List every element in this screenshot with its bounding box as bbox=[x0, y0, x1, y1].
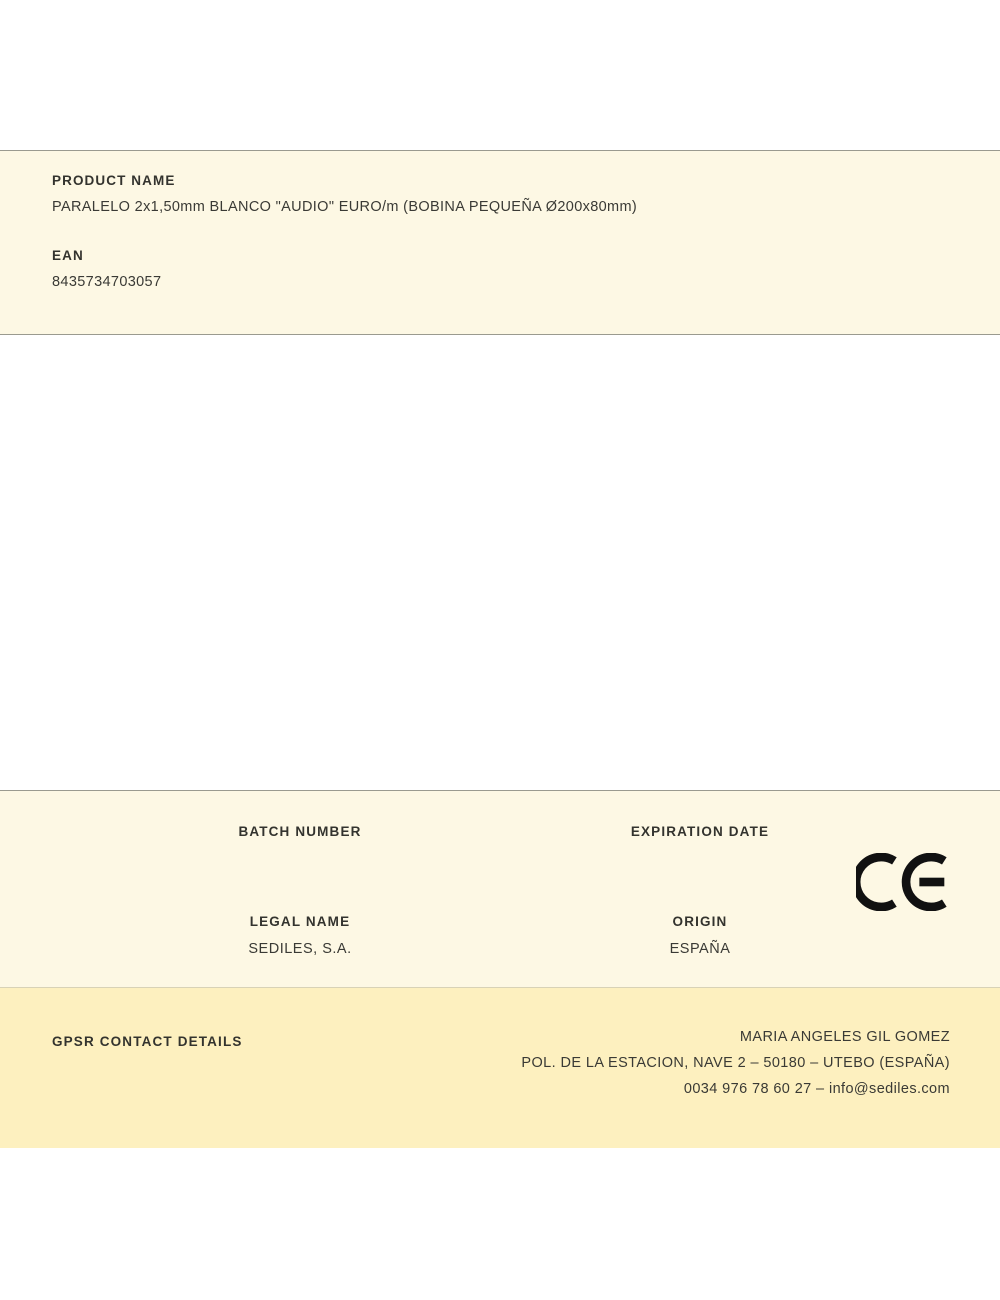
legal-name-label: LEGAL NAME bbox=[249, 914, 351, 929]
origin-label: ORIGIN bbox=[672, 914, 728, 929]
product-name-field bbox=[52, 173, 948, 215]
product-name-label: PRODUCT NAME bbox=[52, 173, 176, 188]
gpsr-contact-person: MARIA ANGELES GIL GOMEZ bbox=[739, 1029, 950, 1045]
legal-name-value: SEDILES, S.A. bbox=[248, 941, 352, 957]
product-name-value: PARALELO 2x1,50mm BLANCO "AUDIO" EURO/m (BOBINA PEQUEÑA Ø200x80mm) bbox=[52, 199, 638, 215]
origin-value: ESPAÑA bbox=[669, 941, 731, 957]
blank-content-area bbox=[0, 335, 1000, 790]
expiration-date-field bbox=[550, 824, 850, 868]
gpsr-contact-lines bbox=[521, 1024, 950, 1102]
ean-label: EAN bbox=[52, 248, 84, 263]
gpsr-contact-address: POL. DE LA ESTACION, NAVE 2 – 50180 – UTEBO (ESPAÑA) bbox=[521, 1055, 950, 1071]
traceability-info-block bbox=[0, 790, 1000, 988]
ce-marking-icon bbox=[856, 853, 952, 911]
product-info-block bbox=[0, 150, 1000, 335]
batch-number-field bbox=[150, 824, 450, 868]
batch-number-value bbox=[150, 851, 450, 868]
legal-name-field bbox=[150, 914, 450, 958]
gpsr-contact-block bbox=[0, 988, 1000, 1148]
gpsr-contact-phone-email: 0034 976 78 60 27 – info@sediles.com bbox=[683, 1081, 950, 1097]
gpsr-label: GPSR CONTACT DETAILS bbox=[52, 1034, 243, 1049]
expiration-date-value bbox=[550, 851, 850, 868]
ean-value: 8435734703057 bbox=[52, 274, 162, 290]
expiration-date-label: EXPIRATION DATE bbox=[630, 824, 770, 839]
origin-field bbox=[550, 914, 850, 958]
ean-field bbox=[52, 248, 948, 290]
batch-number-label: BATCH NUMBER bbox=[238, 824, 362, 839]
